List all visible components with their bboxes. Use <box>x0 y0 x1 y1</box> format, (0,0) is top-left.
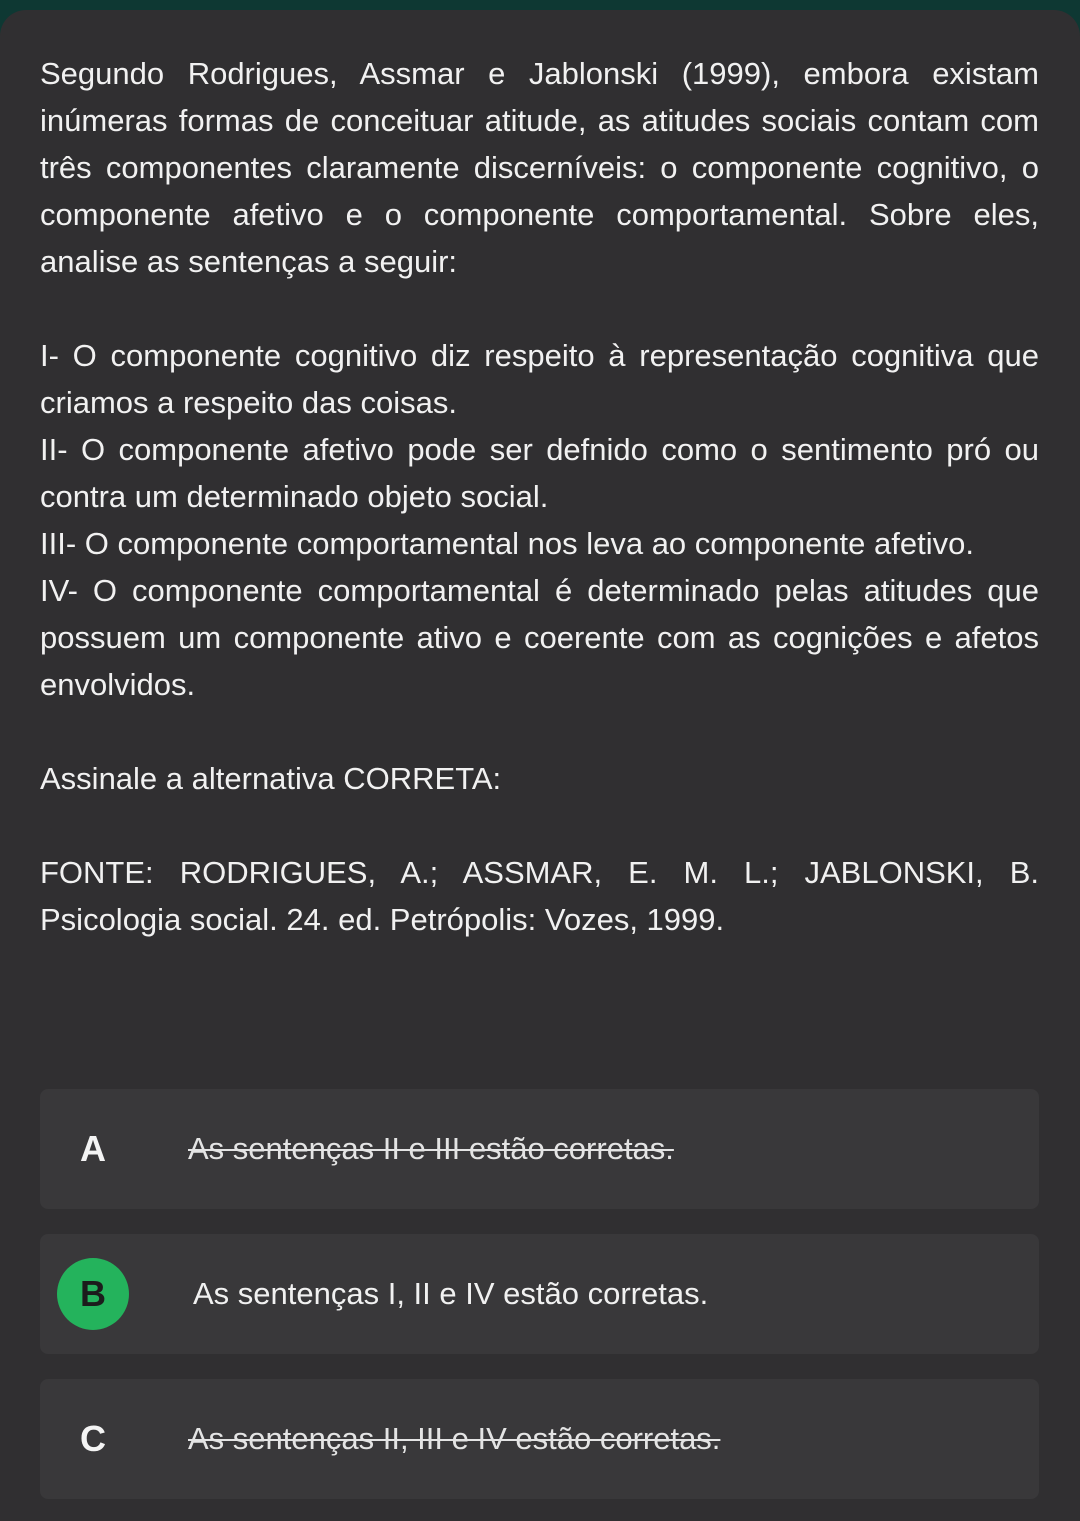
question-source: FONTE: RODRIGUES, A.; ASSMAR, E. M. L.; JABLONSKI, B. Psicologia social. 24. ed. Petrópolis: Vozes, 1999. <box>40 855 1039 937</box>
question-intro: Segundo Rodrigues, Assmar e Jablonski (1999), embora existam inúmeras formas de conceituar atitude, as atitudes sociais contam com três componentes claramente discerníveis: o componente cognitivo, o componente afetivo e o componente comportamental. Sobre eles, analise as sentenças a seguir: <box>40 56 1039 279</box>
statement-3: III- O componente comportamental nos leva ao componente afetivo. <box>40 526 974 561</box>
option-b[interactable] <box>40 1234 1039 1354</box>
statement-1: I- O componente cognitivo diz respeito à representação cognitiva que criamos a respeito das coisas. <box>40 338 1039 420</box>
spacer <box>40 285 1039 332</box>
spacer <box>40 802 1039 849</box>
question-instruction: Assinale a alternativa CORRETA: <box>40 761 502 796</box>
option-b-letter: B <box>57 1258 129 1330</box>
option-c[interactable] <box>40 1379 1039 1499</box>
spacer <box>40 708 1039 755</box>
option-a-text: As sentenças II e III estão corretas. <box>188 1131 674 1166</box>
option-c-letter: C <box>80 1418 106 1459</box>
statement-4: IV- O componente comportamental é determinado pelas atitudes que possuem um componente ativo e coerente com as cognições e afetos envolvidos. <box>40 573 1039 702</box>
option-c-text: As sentenças II, III e IV estão corretas. <box>188 1421 721 1456</box>
question-body <box>40 50 1039 943</box>
option-b-text: As sentenças I, II e IV estão corretas. <box>193 1276 709 1311</box>
option-a-letter: A <box>80 1128 106 1169</box>
statement-2: II- O componente afetivo pode ser defnido como o sentimento pró ou contra um determinado objeto social. <box>40 432 1039 514</box>
question-card <box>0 10 1080 1521</box>
option-a[interactable] <box>40 1089 1039 1209</box>
